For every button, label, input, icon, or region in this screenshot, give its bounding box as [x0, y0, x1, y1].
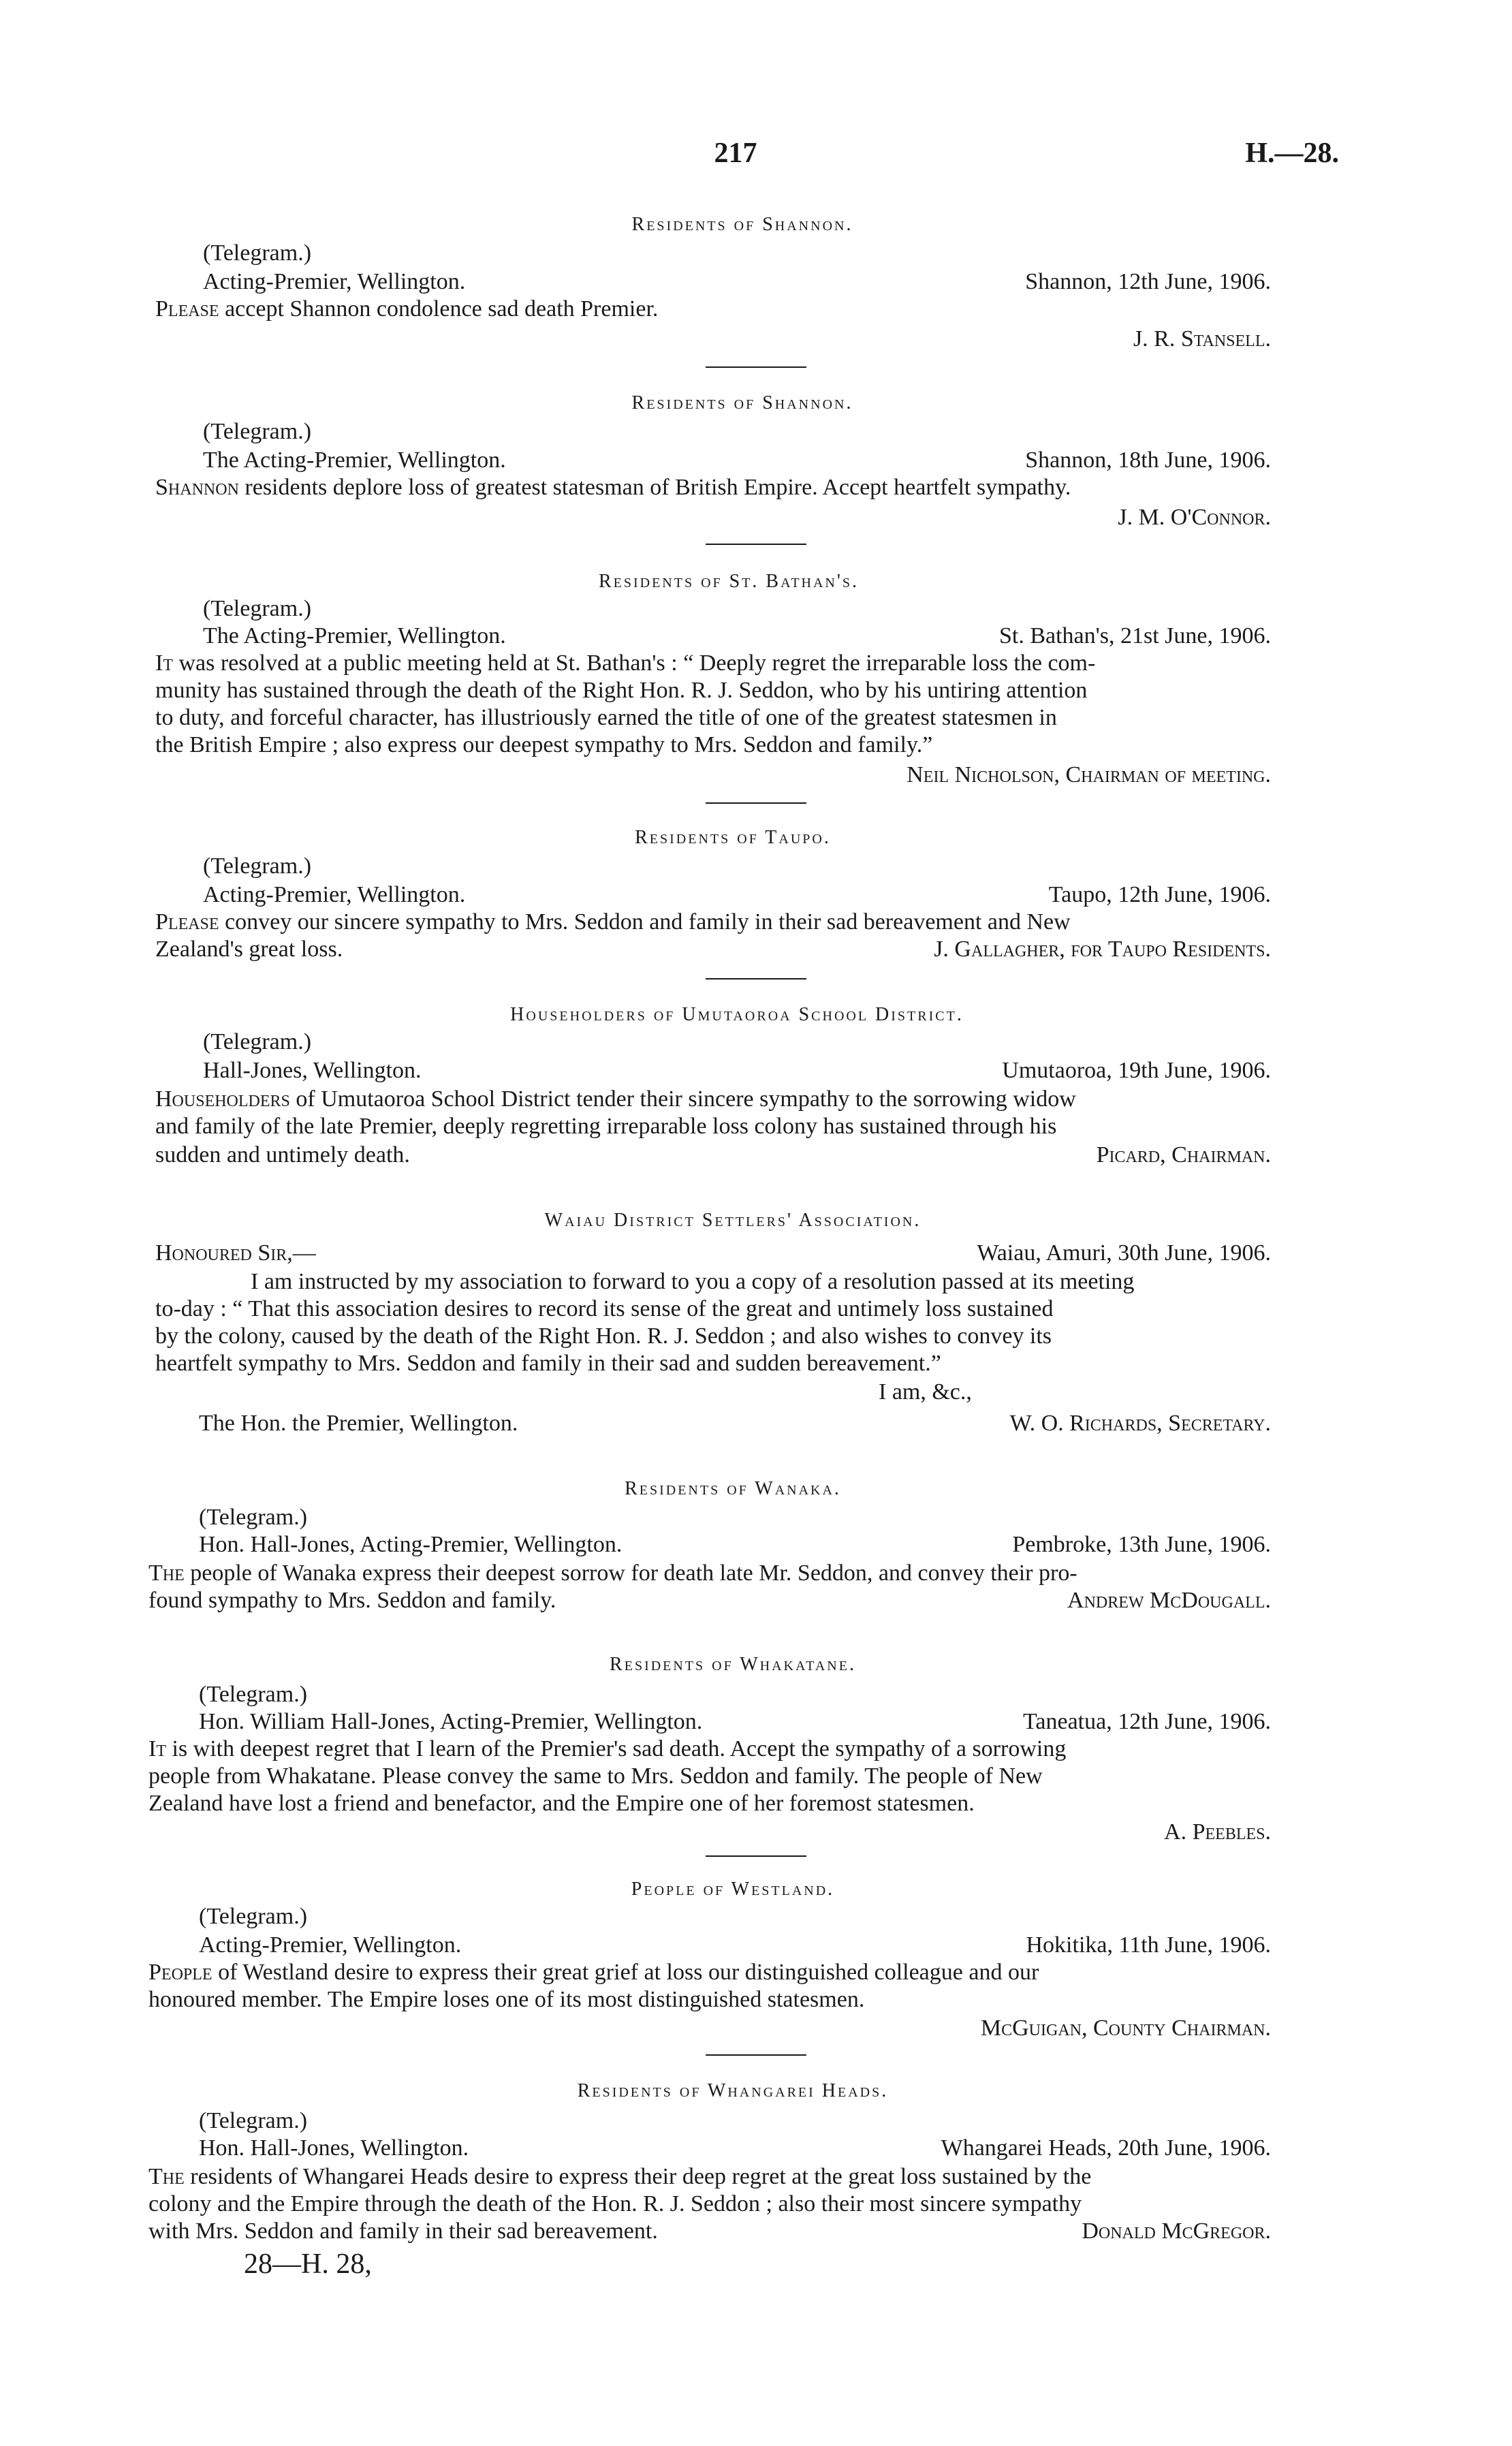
- signature: Neil Nicholson, Chairman of meeting.: [907, 762, 1271, 787]
- letter-line: by the colony, caused by the death of the Right Hon. R. J. Seddon ; and also wishes to convey its: [155, 1323, 1052, 1349]
- message-line: [148, 1959, 1039, 1986]
- lead-word: Householders: [155, 1086, 290, 1112]
- section-heading: Residents of Shannon.: [631, 214, 853, 235]
- letter-line: I am instructed by my association to forward to you a copy of a resolution passed at its meeting: [251, 1269, 1135, 1294]
- lead-word: It: [148, 1736, 166, 1761]
- section-divider: [706, 544, 806, 545]
- telegram-label: (Telegram.): [199, 1904, 308, 1929]
- section-divider: [706, 978, 806, 979]
- page-number: 217: [714, 138, 757, 169]
- message-text: people of Wanaka express their deepest sorrow for death late Mr. Seddon, and convey their pro-: [184, 1561, 1077, 1586]
- message-line: [155, 296, 658, 323]
- place-date: Taupo, 12th June, 1906.: [1048, 882, 1271, 907]
- place-date: Shannon, 12th June, 1906.: [1025, 269, 1271, 294]
- addressee: Hon. Hall-Jones, Wellington.: [199, 2135, 469, 2161]
- message-line: found sympathy to Mrs. Seddon and family.: [148, 1588, 556, 1613]
- message-line: [148, 2163, 1091, 2191]
- telegram-label: (Telegram.): [203, 853, 312, 879]
- message-line: the British Empire ; also express our deepest sympathy to Mrs. Seddon and family.”: [155, 732, 933, 757]
- signature: Donald McGregor.: [1082, 2218, 1271, 2244]
- message-line: Zealand have lost a friend and benefactor, and the Empire one of her foremost statesmen.: [148, 1791, 975, 1816]
- section-heading: Waiau District Settlers' Association.: [544, 1210, 922, 1231]
- addressee: Acting-Premier, Wellington.: [199, 1932, 462, 1958]
- section-heading: Residents of Whangarei Heads.: [577, 2080, 889, 2101]
- section-divider: [706, 2054, 806, 2056]
- message-text: of Umutaoroa School District tender their sincere sympathy to the sorrowing widow: [289, 1086, 1076, 1112]
- signature: J. Gallagher, for Taupo Residents.: [934, 937, 1271, 962]
- section-heading: Residents of Shannon.: [631, 392, 853, 413]
- signature-mark: 28—H. 28,: [244, 2248, 372, 2280]
- signature: Andrew McDougall.: [1067, 1588, 1271, 1613]
- message-line: people from Whakatane. Please convey the same to Mrs. Seddon and family. The people of New: [148, 1763, 1043, 1789]
- telegram-label: (Telegram.): [203, 1029, 312, 1054]
- section-divider: [706, 1855, 806, 1857]
- addressee: Acting-Premier, Wellington.: [203, 882, 466, 907]
- message-line: Zealand's great loss.: [155, 937, 343, 962]
- salutation: Honoured Sir,—: [155, 1240, 316, 1266]
- message-text: was resolved at a public meeting held at St. Bathan's : “ Deeply regret the irreparable loss the com-: [172, 650, 1096, 676]
- message-line: to duty, and forceful character, has illustriously earned the title of one of the greatest statesmen in: [155, 705, 1057, 730]
- lead-word: Please: [155, 296, 219, 322]
- document-reference: H.—28.: [1245, 138, 1339, 169]
- addressee: The Hon. the Premier, Wellington.: [199, 1411, 518, 1436]
- telegram-label: (Telegram.): [203, 596, 312, 621]
- letter-line: heartfelt sympathy to Mrs. Seddon and family in their sad and sudden bereavement.”: [155, 1351, 941, 1376]
- signature: J. M. O'Connor.: [1118, 505, 1271, 530]
- message-text: residents deplore loss of greatest statesman of British Empire. Accept heartfelt sympathy.: [238, 475, 1071, 500]
- message-text: accept Shannon condolence sad death Premier.: [219, 296, 659, 322]
- addressee: Hon. Hall-Jones, Acting-Premier, Wellington.: [199, 1532, 623, 1557]
- addressee: The Acting-Premier, Wellington.: [203, 623, 506, 648]
- message-line: and family of the late Premier, deeply regretting irreparable loss colony has sustained through his: [155, 1114, 1057, 1139]
- message-text: residents of Whangarei Heads desire to express their deep regret at the great loss sustained by the: [184, 2164, 1092, 2189]
- place-date: Waiau, Amuri, 30th June, 1906.: [977, 1240, 1271, 1266]
- section-heading: Residents of St. Bathan's.: [598, 571, 860, 592]
- message-line: [155, 1086, 1076, 1113]
- place-date: Pembroke, 13th June, 1906.: [1012, 1532, 1271, 1557]
- section-heading: People of Westland.: [631, 1879, 835, 1900]
- section-heading: Residents of Wanaka.: [625, 1478, 841, 1499]
- message-line: colony and the Empire through the death of the Hon. R. J. Seddon ; also their most sincere sympathy: [148, 2191, 1082, 2216]
- section-heading: Residents of Whakatane.: [610, 1654, 856, 1675]
- lead-word: The: [148, 2164, 185, 2189]
- lead-word: The: [148, 1561, 185, 1586]
- letter-closing: I am, &c.,: [879, 1379, 972, 1405]
- place-date: Hokitika, 11th June, 1906.: [1026, 1932, 1271, 1958]
- signature: W. O. Richards, Secretary.: [1009, 1411, 1271, 1436]
- place-date: Taneatua, 12th June, 1906.: [1023, 1709, 1271, 1734]
- place-date: Whangarei Heads, 20th June, 1906.: [941, 2135, 1271, 2161]
- signature: A. Peebles.: [1164, 1819, 1271, 1845]
- message-line: [155, 909, 1071, 936]
- message-text: convey our sincere sympathy to Mrs. Seddon and family in their sad bereavement and New: [219, 909, 1071, 935]
- addressee: The Acting-Premier, Wellington.: [203, 448, 506, 473]
- message-line: [155, 650, 1095, 677]
- section-heading: Householders of Umutaoroa School District.: [510, 1004, 964, 1025]
- signature: McGuigan, County Chairman.: [980, 2016, 1271, 2041]
- telegram-label: (Telegram.): [199, 1505, 308, 1530]
- telegram-label: (Telegram.): [199, 2108, 308, 2133]
- message-text: of Westland desire to express their great grief at loss our distinguished colleague and our: [212, 1960, 1039, 1985]
- message-line: [148, 1560, 1077, 1587]
- addressee: Hall-Jones, Wellington.: [203, 1058, 422, 1083]
- telegram-label: (Telegram.): [203, 240, 312, 266]
- message-text: is with deepest regret that I learn of the Premier's sad death. Accept the sympathy of a sorrowing: [166, 1736, 1067, 1761]
- message-line: [148, 1736, 1066, 1763]
- section-heading: Residents of Taupo.: [635, 827, 831, 848]
- place-date: St. Bathan's, 21st June, 1906.: [998, 623, 1271, 648]
- message-line: munity has sustained through the death of the Right Hon. R. J. Seddon, who by his untiring attention: [155, 678, 1088, 703]
- place-date: Umutaoroa, 19th June, 1906.: [1002, 1058, 1271, 1083]
- addressee: Acting-Premier, Wellington.: [203, 269, 466, 294]
- message-line: with Mrs. Seddon and family in their sad bereavement.: [148, 2218, 658, 2244]
- section-divider: [706, 366, 806, 368]
- telegram-label: (Telegram.): [203, 419, 312, 444]
- message-line: honoured member. The Empire loses one of its most distinguished statesmen.: [148, 1987, 865, 2012]
- addressee: Hon. William Hall-Jones, Acting-Premier, Wellington.: [199, 1709, 703, 1734]
- section-divider: [706, 802, 806, 804]
- signature: Picard, Chairman.: [1096, 1142, 1271, 1167]
- lead-word: Shannon: [155, 475, 239, 500]
- lead-word: People: [148, 1960, 212, 1985]
- message-line: [155, 474, 1071, 501]
- place-date: Shannon, 18th June, 1906.: [1025, 448, 1271, 473]
- message-line: sudden and untimely death.: [155, 1142, 410, 1167]
- lead-word: Please: [155, 909, 219, 935]
- telegram-label: (Telegram.): [199, 1682, 308, 1707]
- signature: J. R. Stansell.: [1133, 326, 1271, 351]
- letter-line: to-day : “ That this association desires to record its sense of the great and untimely loss sustained: [155, 1296, 1054, 1321]
- lead-word: It: [155, 650, 173, 676]
